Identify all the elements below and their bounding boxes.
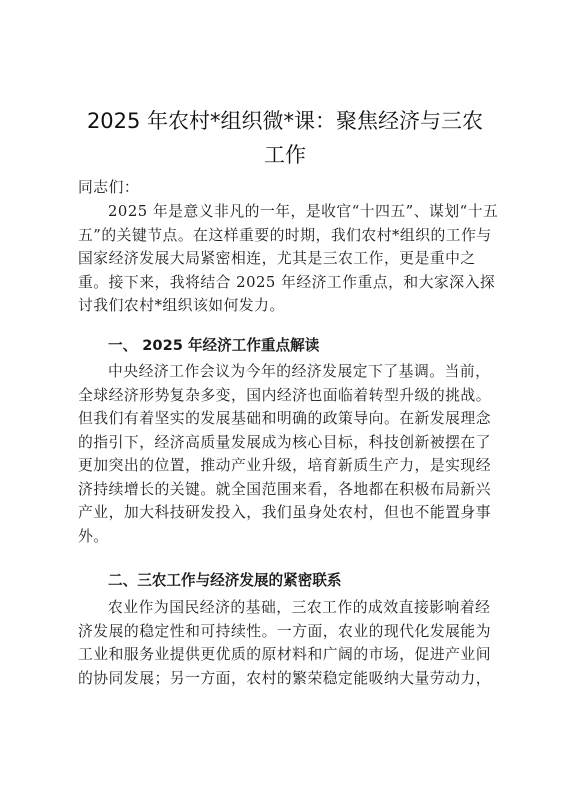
- paragraph-economy: 中央经济工作会议为今年的经济发展定下了基调。当前，全球经济形势复杂多变，国内经济也面临着转型升级的挑战。但我们有着坚实的发展基础和明确的政策导向。在新发展理念的指引下，经济高质量发展成为核心目标，科技创新被摆在了更加突出的位置，推动产业升级，培育新质生产力，是实现经济持续增长的关键。就全国范围来看，各地都在积极布局新兴产业，加大科技研发投入，我们虽身处农村，但也不能置身事外。: [78, 363, 492, 545]
- paragraph-agriculture: 农业作为国民经济的基础，三农工作的成效直接影响着经济发展的稳定性和可持续性。一方面，农业的现代化发展能为工业和服务业提供更优质的原材料和广阔的市场，促进产业间的协同发展；另一方面，农村的繁荣稳定能吸纳大量劳动力，: [78, 599, 492, 687]
- document-title: 2025 年农村*组织微*课：聚焦经济与三农: [86, 109, 484, 133]
- salutation: 同志们：: [78, 179, 140, 196]
- paragraph-intro: 2025 年是意义非凡的一年，是收官“十四五”、谋划“十五五”的关键节点。在这样重要的时期，我们农村*组织的工作与国家经济发展大局紧密相连，尤其是三农工作，更是重中之重。接下来，我将结合 2025 年经济工作重点，和大家深入探讨我们农村*组织该如何发力。: [78, 203, 499, 314]
- section-heading-2: 二、三农工作与经济发展的紧密联系: [108, 572, 342, 589]
- document-title-continued: 工作: [264, 143, 306, 167]
- section-heading-1: 一、 2025 年经济工作重点解读: [108, 337, 320, 354]
